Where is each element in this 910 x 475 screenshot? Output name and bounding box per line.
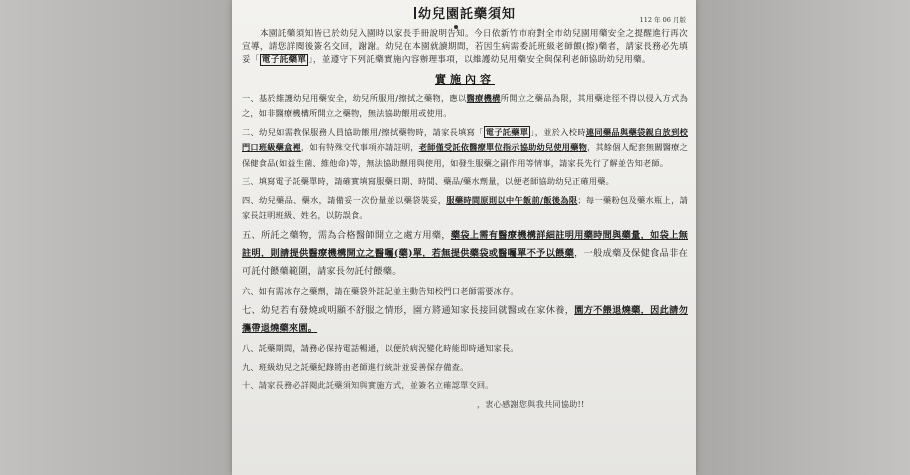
item-text: ；每一藥粉包及藥水瓶上，請家長註明班級、姓名，以防誤食。 <box>242 194 688 221</box>
intro-segment: 本園託藥須知皆已於幼兒入園時以家長手冊說明告知。今日依新竹市府對全市幼兒園用藥安全之提醒進行再次宣導，請您詳閱後簽名交回，謝謝。幼兒在本園就讀期間，若因生病需委託班級老師餵(擦)藥者，請家長務必先填妥「 <box>242 29 688 66</box>
item-text: 」，並於入校時 <box>530 126 586 137</box>
items-list <box>242 91 688 413</box>
list-item <box>242 341 688 357</box>
item-text: ，其餘個人配套無關醫療之保健食品(如益生菌、維他命)等，無法協助餵用與使用，如發生服藥之副作用等情事，請家長先行了解並告知老師。 <box>242 142 688 168</box>
intro-paragraph <box>242 28 688 68</box>
background-left <box>0 0 232 475</box>
punch-dot <box>454 25 458 29</box>
item-text: ，一般成藥及保健食品非在可託付餵藥範圍，請家長勿託付餵藥。 <box>242 247 688 277</box>
item-text: 藥袋上需有醫療機構詳細註明用藥時間與藥量，如袋上無註明，則請提供醫療機構開立之醫囑(藥)單，若無提供藥袋或醫囑單不予以餵藥 <box>242 229 688 259</box>
item-text: 九、班級幼兒之託藥紀錄將由老師進行統計並妥善保存備查。 <box>242 361 469 372</box>
item-text: 二、幼兒如需教保服務人員協助餵用/擦拭藥物時，請家長填寫「 <box>242 126 484 137</box>
document-date: 112 年 06 月版 <box>639 16 686 24</box>
intro-segment: 電子託藥單 <box>261 55 307 66</box>
item-text: 十、請家長務必詳閱此託藥須知與實施方式，並簽名立確認單交回。 <box>242 380 494 391</box>
list-item <box>242 284 688 300</box>
item-text: 醫療機構 <box>466 92 501 103</box>
list-item <box>242 174 688 190</box>
list-item <box>242 360 688 376</box>
list-item <box>242 397 688 413</box>
background-right <box>696 0 910 475</box>
item-text: 老師僅受託依醫療單位指示協助幼兒使用藥物 <box>418 142 588 153</box>
item-text: 電子託藥單 <box>485 126 529 137</box>
list-item <box>242 91 688 122</box>
item-text: 五、所託之藥物，需為合格醫師開立之處方用藥， <box>242 229 451 241</box>
document-content <box>242 6 688 415</box>
item-text: 所開立之藥品為限，其用藥途徑不得以侵入方式為之，如非醫療機構所開立之藥物，無法協助餵用或使用。 <box>242 92 688 119</box>
item-text: ，如有特殊交代事項亦請註明， <box>300 142 419 153</box>
item-text: 八、託藥期間，請務必保持電話暢通，以便於病況變化時能即時通知家長。 <box>242 343 519 354</box>
list-item <box>242 193 688 224</box>
item-text: 連同藥品與藥袋親自放到校門口班級藥盒裡 <box>242 126 688 153</box>
item-text: ，衷心感謝您與我共同協助!! <box>242 398 585 409</box>
title-mark <box>414 7 416 19</box>
item-text: 服藥時間原則以中午飯前/飯後為限 <box>446 194 578 205</box>
item-text: 一、基於維護幼兒用藥安全，幼兒所服用/擦拭之藥物，應以 <box>242 92 467 103</box>
list-item <box>242 302 688 338</box>
item-text: 七、幼兒若有發燒或明顯不舒服之情形，園方將通知家長接回就醫或在家休養， <box>242 305 575 317</box>
list-item <box>242 227 688 281</box>
document-page <box>232 0 696 475</box>
list-item <box>242 125 688 172</box>
item-text: 四、幼兒藥品、藥水，請備妥一次份量並以藥袋裝妥， <box>242 194 447 205</box>
item-text: 三、填寫電子託藥單時，請確實填寫服藥日期、時間、藥品/藥水劑量，以便老師協助幼兒正確用藥。 <box>242 176 615 187</box>
document-title <box>242 6 688 24</box>
item-text: 園方不餵退燒藥，因此請勿攜帶退燒藥來園。 <box>242 305 688 335</box>
intro-segment: 」，並遵守下列託藥實施內容辦理事項，以維護幼兒用藥安全與保利老師協助幼兒用藥。 <box>308 55 651 66</box>
item-text: 六、如有需冰存之藥劑，請在藥袋外註記並主動告知校門口老師需要冰存。 <box>242 285 519 296</box>
title-text: 幼兒園託藥須知 <box>417 7 516 22</box>
list-item <box>242 378 688 394</box>
section-title: 實施內容 <box>435 72 495 86</box>
